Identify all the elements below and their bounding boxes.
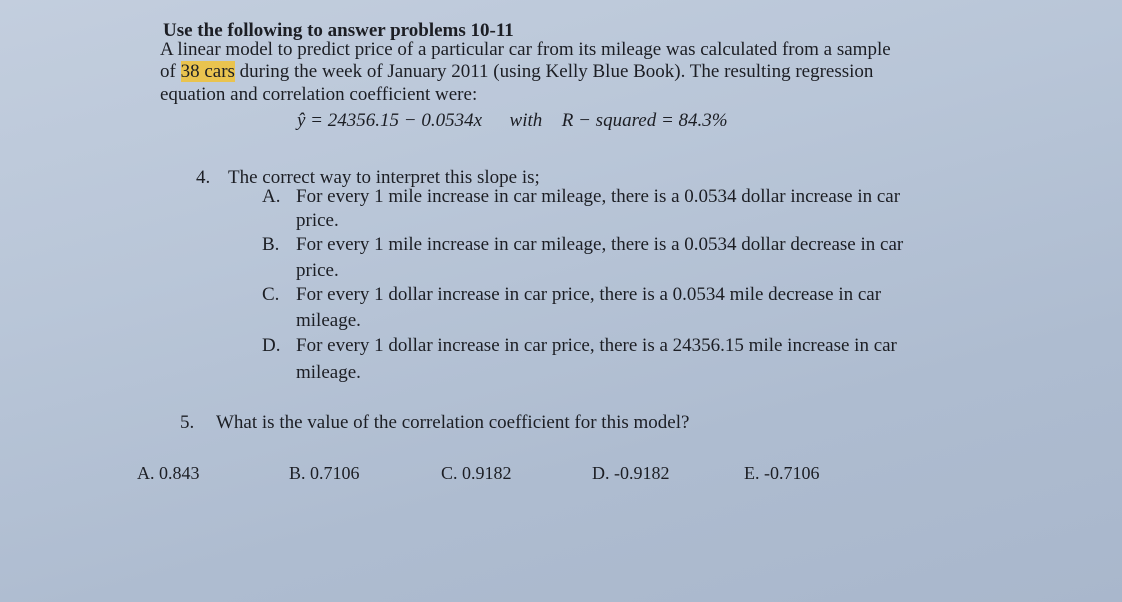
intro-line-2 — [160, 61, 873, 83]
q4-option-c-line2: mileage. — [296, 310, 361, 331]
regression-equation — [297, 110, 728, 132]
q4-option-b-letter: B. — [262, 234, 280, 255]
question-4-number: 4. — [196, 167, 211, 188]
q4-option-c-letter: C. — [262, 284, 280, 305]
question-4-text: The correct way to interpret this slope is; — [228, 167, 540, 188]
intro-line-2-rest: during the week of January 2011 (using Kelly Blue Book). The resulting regression — [234, 61, 874, 82]
q4-option-a-letter: A. — [262, 186, 281, 207]
highlighted-sample-size: 38 cars — [180, 61, 235, 82]
q4-option-a-line1: For every 1 mile increase in car mileage, there is a 0.0534 dollar increase in car — [296, 186, 901, 207]
q5-answer-c: C. 0.9182 — [441, 463, 512, 483]
q4-option-d-line1: For every 1 dollar increase in car price, there is a 24356.15 mile increase in car — [296, 335, 897, 356]
intro-line-1: A linear model to predict price of a particular car from its mileage was calculated from a sample — [160, 39, 891, 60]
q4-option-c-line1: For every 1 dollar increase in car price, there is a 0.0534 mile decrease in car — [296, 284, 882, 305]
question-5-number: 5. — [180, 412, 195, 433]
equation-rsquared: R − squared = 84.3% — [561, 110, 728, 131]
section-heading: Use the following to answer problems 10-11 — [163, 20, 514, 41]
equation-with: with — [509, 110, 543, 131]
q5-answer-e: E. -0.7106 — [744, 463, 820, 483]
q5-answer-b: B. 0.7106 — [289, 463, 360, 483]
question-5-text: What is the value of the correlation coefficient for this model? — [216, 412, 690, 433]
q5-answer-a: A. 0.843 — [137, 463, 200, 483]
q4-option-b-line2: price. — [296, 260, 339, 281]
intro-line-2-prefix: of — [160, 61, 181, 82]
equation-lhs: ŷ = 24356.15 − 0.0534x — [297, 110, 483, 131]
q4-option-b-line1: For every 1 mile increase in car mileage, there is a 0.0534 dollar decrease in car — [296, 234, 904, 255]
q4-option-a-line2: price. — [296, 210, 339, 231]
q5-answer-d: D. -0.9182 — [592, 463, 670, 483]
q4-option-d-letter: D. — [262, 335, 281, 356]
q4-option-d-line2: mileage. — [296, 362, 361, 383]
intro-line-3: equation and correlation coefficient were: — [160, 84, 478, 105]
